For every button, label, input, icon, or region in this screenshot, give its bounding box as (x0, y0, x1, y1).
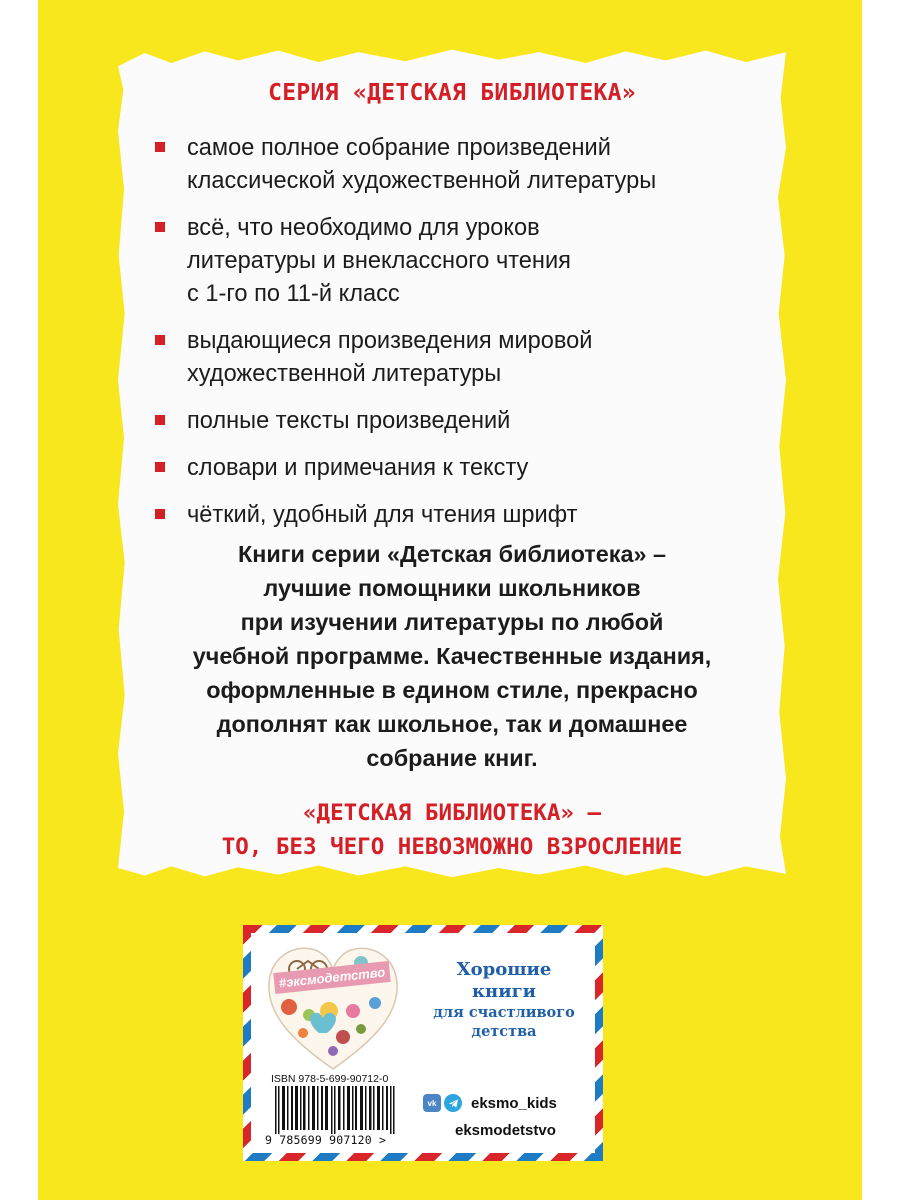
feature-item (155, 325, 755, 391)
feature-item (155, 132, 755, 198)
feature-text: самое полное собрание произведений классической художественной литературы (187, 135, 657, 194)
sticker-body (251, 933, 595, 1153)
social-handle: eksmo_kids (471, 1094, 557, 1112)
tagline-line: книги (472, 981, 536, 1002)
feature-text: выдающиеся произведения мировой художественной литературы (187, 328, 593, 387)
feature-text: полные тексты произведений (187, 408, 511, 434)
social-row (423, 1093, 557, 1113)
feature-item (155, 405, 755, 438)
tagline-line: Хорошие (456, 959, 552, 980)
bullet-square-icon (155, 462, 165, 472)
feature-item (155, 452, 755, 485)
isbn-number: ISBN 978-5-699-90712-0 (271, 1073, 389, 1085)
feature-text: словари и примечания к тексту (187, 455, 529, 481)
barcode-digits: 9 785699 907120 > (265, 1133, 387, 1147)
bullet-square-icon (155, 142, 165, 152)
tagline-line: для счастливого (433, 1004, 575, 1021)
hashtag-banner: #эксмодетство (273, 961, 391, 994)
feature-item (155, 212, 755, 311)
airmail-sticker (243, 925, 603, 1161)
vk-icon: vk (423, 1094, 441, 1112)
bullet-square-icon (155, 509, 165, 519)
tagline-line: детства (471, 1023, 537, 1040)
bullet-square-icon (155, 335, 165, 345)
series-title: СЕРИЯ «ДЕТСКАЯ БИБЛИОТЕКА» (268, 80, 636, 106)
site-handle: eksmodetstvo (455, 1122, 556, 1139)
bullet-square-icon (155, 415, 165, 425)
telegram-icon (444, 1094, 462, 1112)
feature-text: чёткий, удобный для чтения шрифт (187, 502, 578, 528)
feature-text: всё, что необходимо для уроков литературы и внеклассного чтения с 1-го по 11-й класс (187, 215, 571, 307)
feature-list (155, 132, 755, 546)
feature-item (155, 499, 755, 532)
promo-paragraph: Книги серии «Детская библиотека» – лучшие помощники школьников при изучении литературы по любой учебной программе. Качественные издания, оформленные в едином стиле, прекрасно дополнят как школьное, так и домашнее собрание книг. (192, 541, 712, 771)
sticker-tagline (419, 959, 589, 1041)
bullet-square-icon (155, 222, 165, 232)
series-slogan: «ДЕТСКАЯ БИБЛИОТЕКА» – ТО, БЕЗ ЧЕГО НЕВОЗМОЖНО ВЗРОСЛЕНИЕ (221, 800, 683, 860)
